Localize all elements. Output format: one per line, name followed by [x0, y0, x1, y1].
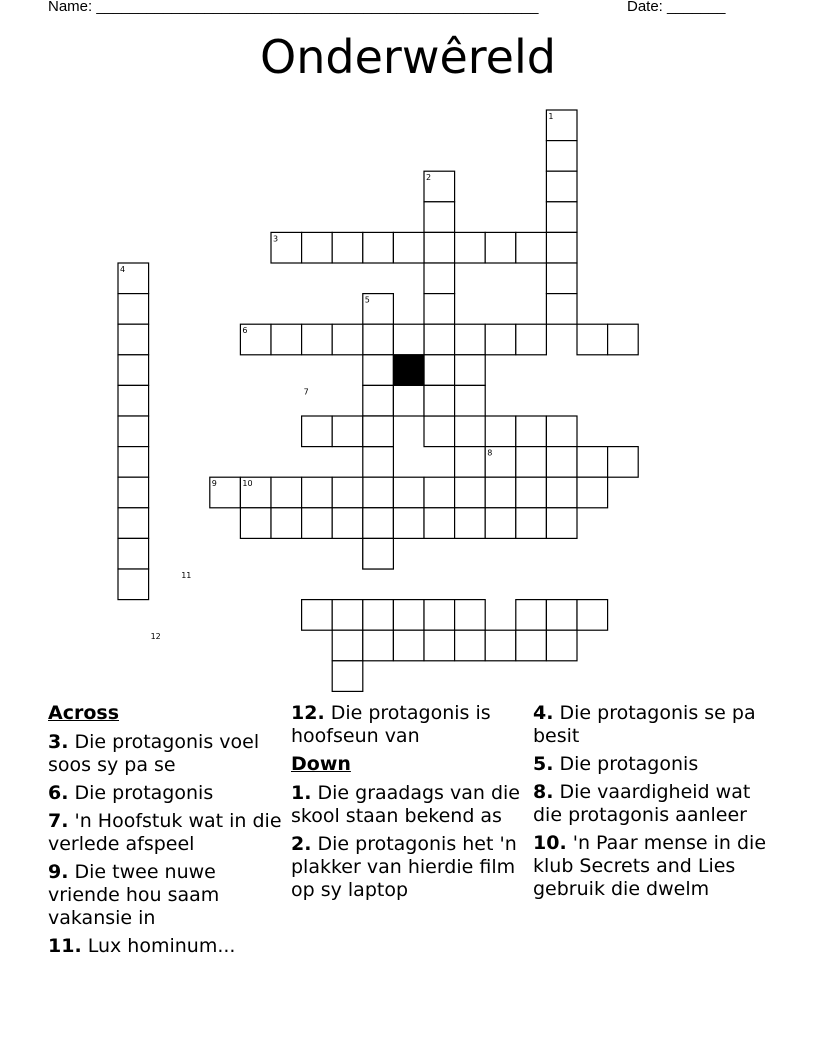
- crossword-cell[interactable]: [363, 232, 394, 263]
- crossword-cell[interactable]: [393, 232, 424, 263]
- cell-number: 1: [548, 112, 554, 121]
- crossword-cell[interactable]: [424, 294, 455, 325]
- crossword-cell[interactable]: [424, 600, 455, 631]
- crossword-cell[interactable]: [118, 508, 149, 539]
- crossword-cell[interactable]: [302, 232, 333, 263]
- crossword-cell[interactable]: [516, 630, 547, 661]
- down-heading: Down: [291, 753, 351, 775]
- crossword-cell[interactable]: [271, 477, 302, 508]
- across-clue: [48, 731, 283, 777]
- crossword-cell[interactable]: [577, 477, 608, 508]
- clue-number: 12.: [291, 702, 325, 724]
- crossword-cell[interactable]: [332, 232, 363, 263]
- crossword-cell[interactable]: [332, 508, 363, 539]
- crossword-cell[interactable]: [546, 416, 577, 447]
- crossword-cell[interactable]: [424, 324, 455, 355]
- name-field-label: Name: _____________________________________________________: [48, 0, 539, 15]
- cell-number: 7: [303, 387, 309, 397]
- cell-number: 10: [242, 479, 253, 489]
- across-clue: [48, 861, 283, 930]
- crossword-cell[interactable]: [546, 447, 577, 478]
- crossword-cell[interactable]: [118, 324, 149, 355]
- across-clue: [48, 810, 283, 856]
- crossword-cell[interactable]: [118, 416, 149, 447]
- clue-text: 'n Hoofstuk wat in die verlede afspeel: [48, 810, 282, 855]
- clue-number: 1.: [291, 782, 312, 804]
- crossword-cell[interactable]: [608, 447, 639, 478]
- crossword-cell[interactable]: [332, 477, 363, 508]
- crossword-cell[interactable]: [485, 477, 516, 508]
- crossword-cell[interactable]: [455, 508, 486, 539]
- crossword-cell[interactable]: [302, 508, 333, 539]
- crossword-cell[interactable]: [455, 630, 486, 661]
- cell-number: 11: [181, 571, 192, 580]
- clue-text: Die protagonis het 'n plakker van hierdie film op sy laptop: [291, 833, 517, 901]
- crossword-cell[interactable]: [118, 355, 149, 386]
- across-clue: [291, 702, 521, 748]
- down-clue: [291, 833, 521, 902]
- crossword-cell[interactable]: [546, 171, 577, 202]
- crossword-cell[interactable]: [424, 508, 455, 539]
- crossword-cell[interactable]: [424, 232, 455, 263]
- cell-number: 6: [242, 326, 248, 336]
- clue-text: Die twee nuwe vriende hou saam vakansie in: [48, 861, 220, 929]
- crossword-cell[interactable]: [485, 508, 516, 539]
- crossword-cell[interactable]: [363, 538, 394, 569]
- crossword-cell[interactable]: [546, 508, 577, 539]
- crossword-cell[interactable]: [516, 600, 547, 631]
- crossword-cell[interactable]: [424, 263, 455, 294]
- crossword-cell[interactable]: [424, 630, 455, 661]
- crossword-cell[interactable]: [485, 324, 516, 355]
- crossword-cell[interactable]: [363, 600, 394, 631]
- crossword-cell[interactable]: [485, 630, 516, 661]
- crossword-cell[interactable]: [546, 630, 577, 661]
- clue-number: 2.: [291, 833, 312, 855]
- crossword-cell[interactable]: [118, 538, 149, 569]
- crossword-cell[interactable]: [363, 630, 394, 661]
- crossword-cell[interactable]: [516, 324, 547, 355]
- crossword-cell[interactable]: [455, 385, 486, 416]
- clue-number: 9.: [48, 861, 69, 883]
- crossword-cell[interactable]: [516, 416, 547, 447]
- clue-text: Die protagonis: [74, 782, 214, 804]
- cell-number: 3: [273, 234, 279, 244]
- clue-text: Die protagonis is hoofseun van: [291, 702, 491, 747]
- crossword-cell[interactable]: [118, 447, 149, 478]
- across-clue: [48, 782, 283, 805]
- cell-number: 9: [211, 479, 217, 489]
- crossword-cell[interactable]: [485, 416, 516, 447]
- down-clue: [533, 781, 768, 827]
- clue-text: Lux hominum...: [87, 935, 236, 957]
- crossword-cell[interactable]: [363, 385, 394, 416]
- crossword-cell[interactable]: [455, 324, 486, 355]
- crossword-cell[interactable]: [424, 202, 455, 233]
- crossword-cell[interactable]: [118, 385, 149, 416]
- crossword-cell[interactable]: [455, 232, 486, 263]
- crossword-cell[interactable]: [393, 385, 424, 416]
- down-clue: [533, 832, 768, 901]
- crossword-cell[interactable]: [546, 202, 577, 233]
- crossword-cell[interactable]: [332, 661, 363, 692]
- clue-number: 8.: [533, 781, 554, 803]
- crossword-cell[interactable]: [577, 447, 608, 478]
- clue-number: 7.: [48, 810, 69, 832]
- crossword-cell[interactable]: [424, 355, 455, 386]
- crossword-cell[interactable]: [608, 324, 639, 355]
- cell-number: 5: [364, 295, 370, 305]
- down-clue: [533, 702, 768, 748]
- crossword-cell[interactable]: [393, 630, 424, 661]
- crossword-cell[interactable]: [577, 324, 608, 355]
- crossword-cell[interactable]: [546, 294, 577, 325]
- clue-text: Die protagonis voel soos sy pa se: [48, 731, 260, 776]
- clue-text: Die graadags van die skool staan bekend as: [291, 782, 520, 827]
- clues-column-1: [48, 702, 283, 963]
- crossword-cell[interactable]: [516, 508, 547, 539]
- cell-number: 8: [487, 448, 493, 458]
- crossword-cell[interactable]: [332, 416, 363, 447]
- down-clue: [533, 753, 768, 776]
- crossword-cell[interactable]: [240, 508, 271, 539]
- crossword-cell[interactable]: [302, 416, 333, 447]
- crossword-cell[interactable]: [363, 355, 394, 386]
- crossword-cell[interactable]: [302, 324, 333, 355]
- crossword-cell[interactable]: [546, 232, 577, 263]
- crossword-cell[interactable]: [577, 600, 608, 631]
- crossword-cell[interactable]: [363, 477, 394, 508]
- clue-number: 10.: [533, 832, 567, 854]
- cell-number: 4: [120, 265, 126, 274]
- crossword-cell[interactable]: [455, 447, 486, 478]
- crossword-cell[interactable]: [424, 385, 455, 416]
- across-clue: [48, 935, 283, 958]
- crossword-cell[interactable]: [363, 416, 394, 447]
- clues-column-2: [291, 702, 521, 907]
- crossword-cell[interactable]: [363, 447, 394, 478]
- clue-text: Die protagonis se pa besit: [533, 702, 756, 747]
- crossword-cell[interactable]: [363, 508, 394, 539]
- crossword-cell[interactable]: [393, 508, 424, 539]
- crossword-cell[interactable]: [546, 600, 577, 631]
- clue-text: Die protagonis: [559, 753, 699, 775]
- across-heading: Across: [48, 702, 120, 724]
- clue-number: 3.: [48, 731, 69, 753]
- crossword-cell[interactable]: [271, 324, 302, 355]
- clue-number: 6.: [48, 782, 69, 804]
- crossword-cell[interactable]: [516, 232, 547, 263]
- crossword-cell[interactable]: [516, 447, 547, 478]
- clue-text: 'n Paar mense in die klub Secrets and Lies gebruik die dwelm: [533, 832, 767, 900]
- crossword-cell[interactable]: [393, 600, 424, 631]
- clue-text: Die vaardigheid wat die protagonis aanleer: [533, 781, 751, 826]
- crossword-cell[interactable]: [393, 477, 424, 508]
- date-field-label: Date: _______: [627, 0, 726, 15]
- crossword-cell[interactable]: [332, 630, 363, 661]
- crossword-cell[interactable]: [546, 477, 577, 508]
- clue-number: 11.: [48, 935, 82, 957]
- crossword-cell[interactable]: [485, 232, 516, 263]
- crossword-cell[interactable]: [118, 477, 149, 508]
- crossword-cell[interactable]: [393, 324, 424, 355]
- clues-column-3: [533, 702, 768, 906]
- clue-number: 5.: [533, 753, 554, 775]
- crossword-cell[interactable]: [271, 508, 302, 539]
- crossword-cell[interactable]: [455, 355, 486, 386]
- clue-number: 4.: [533, 702, 554, 724]
- crossword-cell[interactable]: [424, 416, 455, 447]
- crossword-cell[interactable]: [302, 600, 333, 631]
- crossword-cell[interactable]: [332, 600, 363, 631]
- crossword-cell[interactable]: [546, 263, 577, 294]
- crossword-cell[interactable]: [424, 477, 455, 508]
- crossword-cell[interactable]: [363, 324, 394, 355]
- crossword-black-cell: [393, 355, 424, 386]
- crossword-cell[interactable]: [118, 569, 149, 600]
- crossword-cell[interactable]: [118, 294, 149, 325]
- crossword-cell[interactable]: [302, 477, 333, 508]
- crossword-cell[interactable]: [455, 600, 486, 631]
- down-clue: [291, 782, 521, 828]
- crossword-cell[interactable]: [332, 324, 363, 355]
- crossword-cell[interactable]: [516, 477, 547, 508]
- cell-number: 2: [426, 173, 432, 183]
- crossword-cell[interactable]: [455, 477, 486, 508]
- cell-number: 12: [150, 632, 161, 642]
- crossword-cell[interactable]: [546, 141, 577, 172]
- page-title: Onderwêreld: [260, 30, 556, 84]
